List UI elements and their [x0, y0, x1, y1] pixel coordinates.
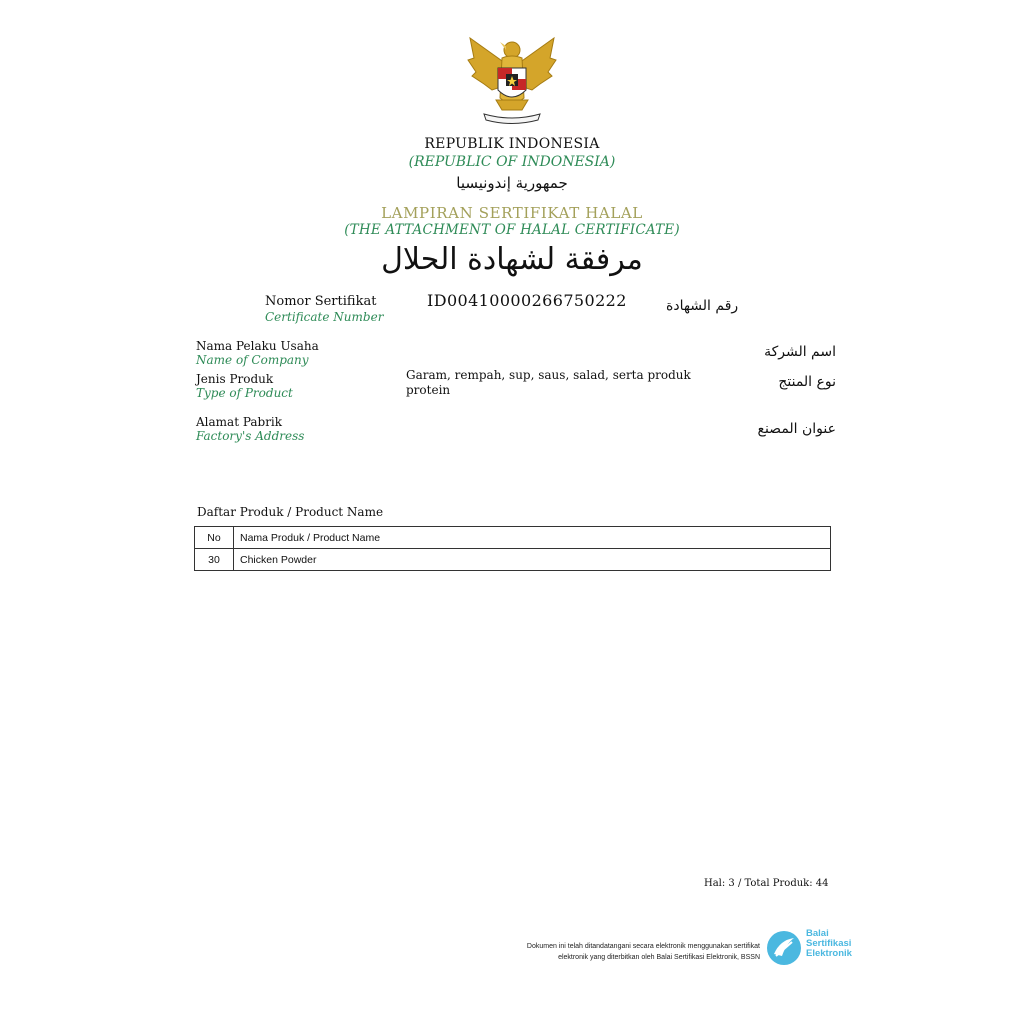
bsre-logo-line1: Balai — [806, 928, 829, 939]
certificate-number-label-ar: رقم الشهادة — [666, 298, 739, 314]
address-label: Alamat Pabrik — [196, 415, 283, 429]
bsre-logo-text — [806, 929, 852, 959]
company-label: Nama Pelaku Usaha — [196, 339, 319, 353]
footer-note-line2: elektronik yang diterbitkan oleh Balai Sertifikasi Elektronik, BSSN — [558, 954, 760, 961]
product-type-label-ar: نوع المنتج — [778, 374, 836, 390]
certificate-number-value: ID00410000266750222 — [427, 291, 627, 310]
document-title-ar: مرفقة لشهادة الحلال — [381, 242, 643, 277]
product-name: Chicken Powder — [234, 549, 831, 571]
product-type-label: Jenis Produk — [196, 372, 274, 386]
row-number: 30 — [195, 549, 234, 571]
document-title: LAMPIRAN SERTIFIKAT HALAL — [381, 204, 643, 222]
address-label-en: Factory's Address — [196, 429, 305, 443]
address-label-ar: عنوان المصنع — [757, 421, 836, 437]
company-label-en: Name of Company — [196, 353, 309, 367]
garuda-emblem-icon — [462, 28, 562, 128]
product-table — [194, 526, 831, 571]
footer-note-line1: Dokumen ini telah ditandatangani secara elektronik menggunakan sertifikat — [526, 943, 760, 950]
company-label-ar: اسم الشركة — [764, 344, 836, 360]
product-type-value: Garam, rempah, sup, saus, salad, serta produk protein — [406, 368, 691, 397]
document-title-en: (THE ATTACHMENT OF HALAL CERTIFICATE) — [344, 222, 680, 238]
bsre-logo-icon — [766, 930, 802, 966]
certificate-number-label-en: Certificate Number — [265, 310, 384, 324]
country-name: REPUBLIK INDONESIA — [424, 136, 600, 152]
bsre-logo-line2: Sertifikasi — [806, 938, 852, 949]
page-info: Hal: 3 / Total Produk: 44 — [704, 878, 829, 889]
certificate-number-label: Nomor Sertifikat — [265, 294, 377, 309]
electronic-signature-note — [480, 941, 760, 963]
bsre-logo-line3: Elektronik — [806, 948, 852, 959]
product-list-title: Daftar Produk / Product Name — [197, 505, 384, 519]
table-header-row — [195, 527, 831, 549]
column-header-no: No — [195, 527, 234, 549]
table-row — [195, 549, 831, 571]
column-header-product-name: Nama Produk / Product Name — [234, 527, 831, 549]
product-type-label-en: Type of Product — [196, 386, 293, 400]
country-name-ar: جمهورية إندونيسيا — [456, 174, 568, 192]
country-name-en: (REPUBLIC OF INDONESIA) — [408, 154, 616, 170]
